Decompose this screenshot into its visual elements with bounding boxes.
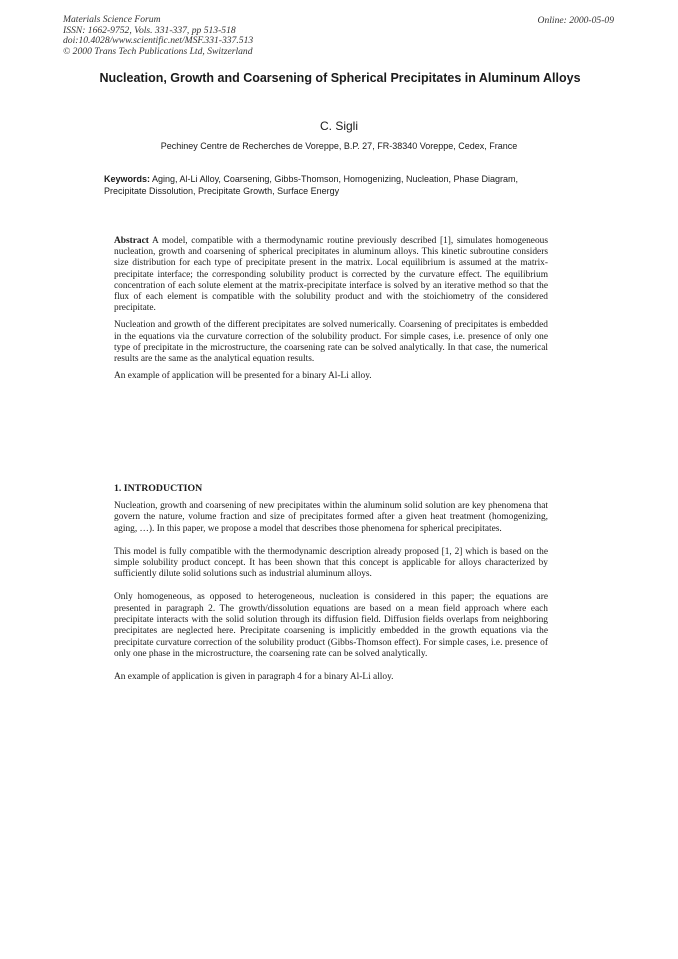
introduction-body	[114, 501, 548, 695]
keywords-list: Aging, Al-Li Alloy, Coarsening, Gibbs-Thomson, Homogenizing, Nucleation, Phase Diagram, Precipitate Dissolution, Precipitate Growth, Surface Energy	[104, 174, 519, 196]
keywords-label: Keywords:	[104, 174, 151, 184]
section-heading-introduction: 1. INTRODUCTION	[114, 483, 203, 494]
keywords-block	[104, 174, 536, 197]
abstract-section	[114, 236, 548, 388]
publication-info	[63, 15, 253, 57]
abstract-paragraph	[114, 236, 548, 314]
body-paragraph: Nucleation, growth and coarsening of new precipitates within the aluminum solid solution are key phenomena that govern the nature, volume fraction and size of precipitates formed after a given heat treatment (homogenizing, aging, …). In this paper, we propose a model that describes those phenomena for spherical precipitates.	[114, 501, 548, 534]
body-paragraph: An example of application is given in paragraph 4 for a binary Al-Li alloy.	[114, 672, 394, 683]
online-date: Online: 2000-05-09	[537, 15, 614, 26]
issn-line: ISSN: 1662-9752, Vols. 331-337, pp 513-518	[63, 24, 236, 36]
copyright-line: © 2000 Trans Tech Publications Ltd, Switzerland	[63, 45, 253, 57]
abstract-paragraph: An example of application will be presented for a binary Al-Li alloy.	[114, 371, 372, 382]
abstract-label: Abstract	[114, 236, 149, 246]
author-name: C. Sigli	[319, 119, 358, 133]
body-paragraph: Only homogeneous, as opposed to heterogeneous, nucleation is considered in this paper; the equations are presented in paragraph 2. The growth/dissolution equations are based on a mean field approach where each precipitate interacts with the solid solution through its diffusion field. Diffusion fields overlaps from neighboring precipitates are neglected here. Precipitate coarsening is implicitly embedded in the growth equations via the precipitate curvature correction of the solubility product (Gibbs-Thomson effect). For simple cases, i.e. presence of only one phase in the microstructure, the coarsening rate can be solved analytically.	[114, 592, 548, 660]
body-paragraph: This model is fully compatible with the thermodynamic description already proposed [1, 2] which is based on the simple solubility product concept. It has been shown that this concept is applicable for alloys characterized by sufficiently dilute solid solutions such as industrial aluminum alloys.	[114, 546, 548, 580]
paper-title: Nucleation, Growth and Coarsening of Spherical Precipitates in Aluminum Alloys	[99, 71, 581, 85]
doi-link[interactable]: doi:10.4028/www.scientific.net/MSF.331-337.513	[63, 35, 254, 47]
journal-name: Materials Science Forum	[63, 14, 161, 25]
abstract-text: A model, compatible with a thermodynamic routine previously described [1], simulates homogeneous nucleation, growth and coarsening of spherical precipitates in aluminum alloys. This kinetic subroutine considers size distribution for each type of precipitate present in the matrix. Local equilibrium is assumed at the matrix-precipitate interface; the corresponding solubility product is corrected by the curvature effect. The equilibrium concentration of each solute element at the matrix-precipitate interface is solved by an iterative method so that the flux of each element is compatible with the solubility product and with the stoichiometry of the considered precipitate.	[114, 236, 548, 314]
abstract-paragraph: Nucleation and growth of the different precipitates are solved numerically. Coarsening of precipitates is embedded in the equations via the curvature correction of the solubility product. For simple cases, i.e. presence of only one type of precipitate in the microstructure, the coarsening rate can be solved analytically. In that case, the numerical results are the same as the analytical equation results.	[114, 320, 548, 365]
author-affiliation: Pechiney Centre de Recherches de Voreppe, B.P. 27, FR-38340 Voreppe, Cedex, France	[160, 141, 518, 151]
